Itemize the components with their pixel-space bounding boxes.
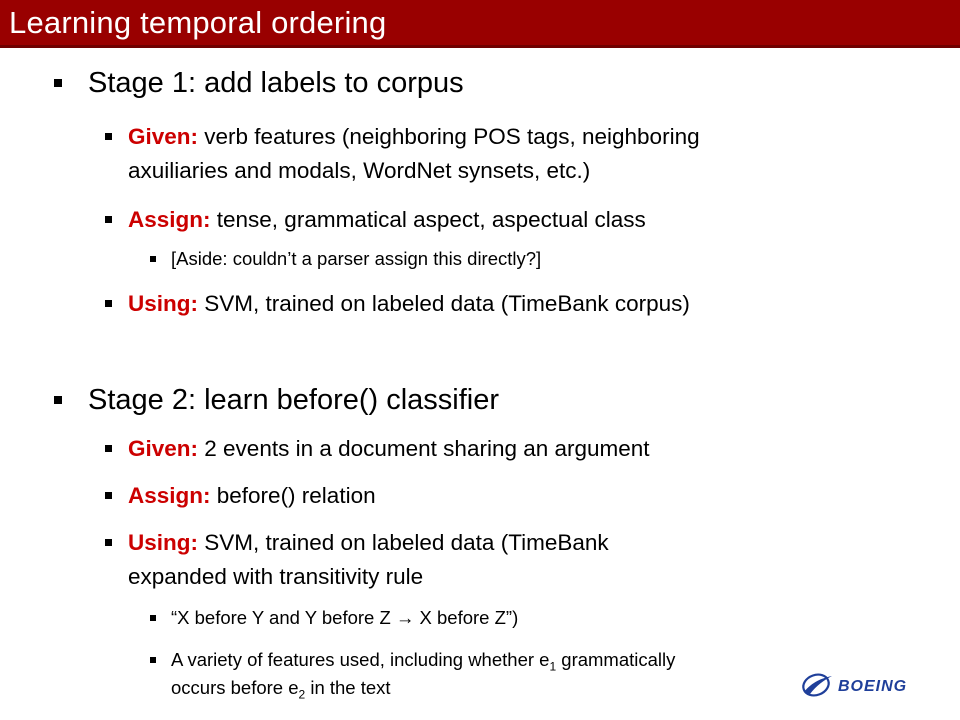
- subscript-1: 1: [549, 659, 557, 674]
- stage1-using-row: [128, 287, 690, 321]
- stage2-features-row-cont: [171, 674, 391, 709]
- stage1-aside-row: [171, 245, 541, 273]
- slide-title: Learning temporal ordering: [9, 5, 387, 40]
- stage2-using-row: [128, 526, 609, 560]
- features-text-end: in the text: [305, 677, 391, 698]
- stage2-heading: Stage 2: learn before() classifier: [88, 384, 500, 416]
- subscript-2: 2: [298, 687, 306, 702]
- square-bullet-icon: [105, 300, 112, 307]
- stage1-given-row: [128, 120, 700, 154]
- square-bullet-icon: [54, 79, 62, 87]
- square-bullet-icon: [150, 657, 156, 663]
- features-text-cont: occurs before e: [171, 677, 299, 698]
- aside-text: [Aside: couldn’t a parser assign this directly?]: [171, 248, 542, 269]
- square-bullet-icon: [105, 133, 112, 140]
- square-bullet-icon: [105, 539, 112, 546]
- given-label: Given:: [128, 124, 199, 149]
- stage2-rule-row: [171, 604, 518, 632]
- assign-label: Assign:: [128, 207, 211, 232]
- rule-text: “X before Y and Y before Z → X before Z”): [171, 607, 519, 628]
- stage1-heading: Stage 1: add labels to corpus: [88, 67, 464, 99]
- given-label: Given:: [128, 436, 199, 461]
- square-bullet-icon: [150, 256, 156, 262]
- stage2-given-row: [128, 432, 650, 466]
- stage2-heading-row: [88, 384, 499, 417]
- features-text-mid: grammatically: [556, 649, 676, 670]
- given-text: 2 events in a document sharing an argument: [198, 436, 650, 461]
- using-label: Using:: [128, 530, 198, 555]
- using-text-cont: expanded with transitivity rule: [128, 564, 424, 589]
- given-text: verb features (neighboring POS tags, neighboring: [198, 124, 700, 149]
- square-bullet-icon: [105, 445, 112, 452]
- square-bullet-icon: [105, 216, 112, 223]
- stage2-assign-row: [128, 479, 376, 513]
- using-text: SVM, trained on labeled data (TimeBank corpus): [198, 291, 690, 316]
- stage1-given-row-cont: [128, 154, 590, 188]
- title-bar: [0, 0, 960, 48]
- square-bullet-icon: [54, 396, 62, 404]
- assign-text: before() relation: [210, 483, 376, 508]
- given-text-cont: axuiliaries and modals, WordNet synsets, etc.): [128, 158, 591, 183]
- boeing-logo: [800, 670, 950, 700]
- square-bullet-icon: [105, 492, 112, 499]
- using-text: SVM, trained on labeled data (TimeBank: [198, 530, 609, 555]
- stage2-using-row-cont: [128, 560, 423, 594]
- stage1-heading-row: [88, 67, 464, 100]
- boeing-logo-text: BOEING: [838, 678, 908, 695]
- using-label: Using:: [128, 291, 198, 316]
- square-bullet-icon: [150, 615, 156, 621]
- features-text: A variety of features used, including whether e: [171, 649, 550, 670]
- assign-text: tense, grammatical aspect, aspectual class: [210, 207, 646, 232]
- stage1-assign-row: [128, 203, 646, 237]
- assign-label: Assign:: [128, 483, 211, 508]
